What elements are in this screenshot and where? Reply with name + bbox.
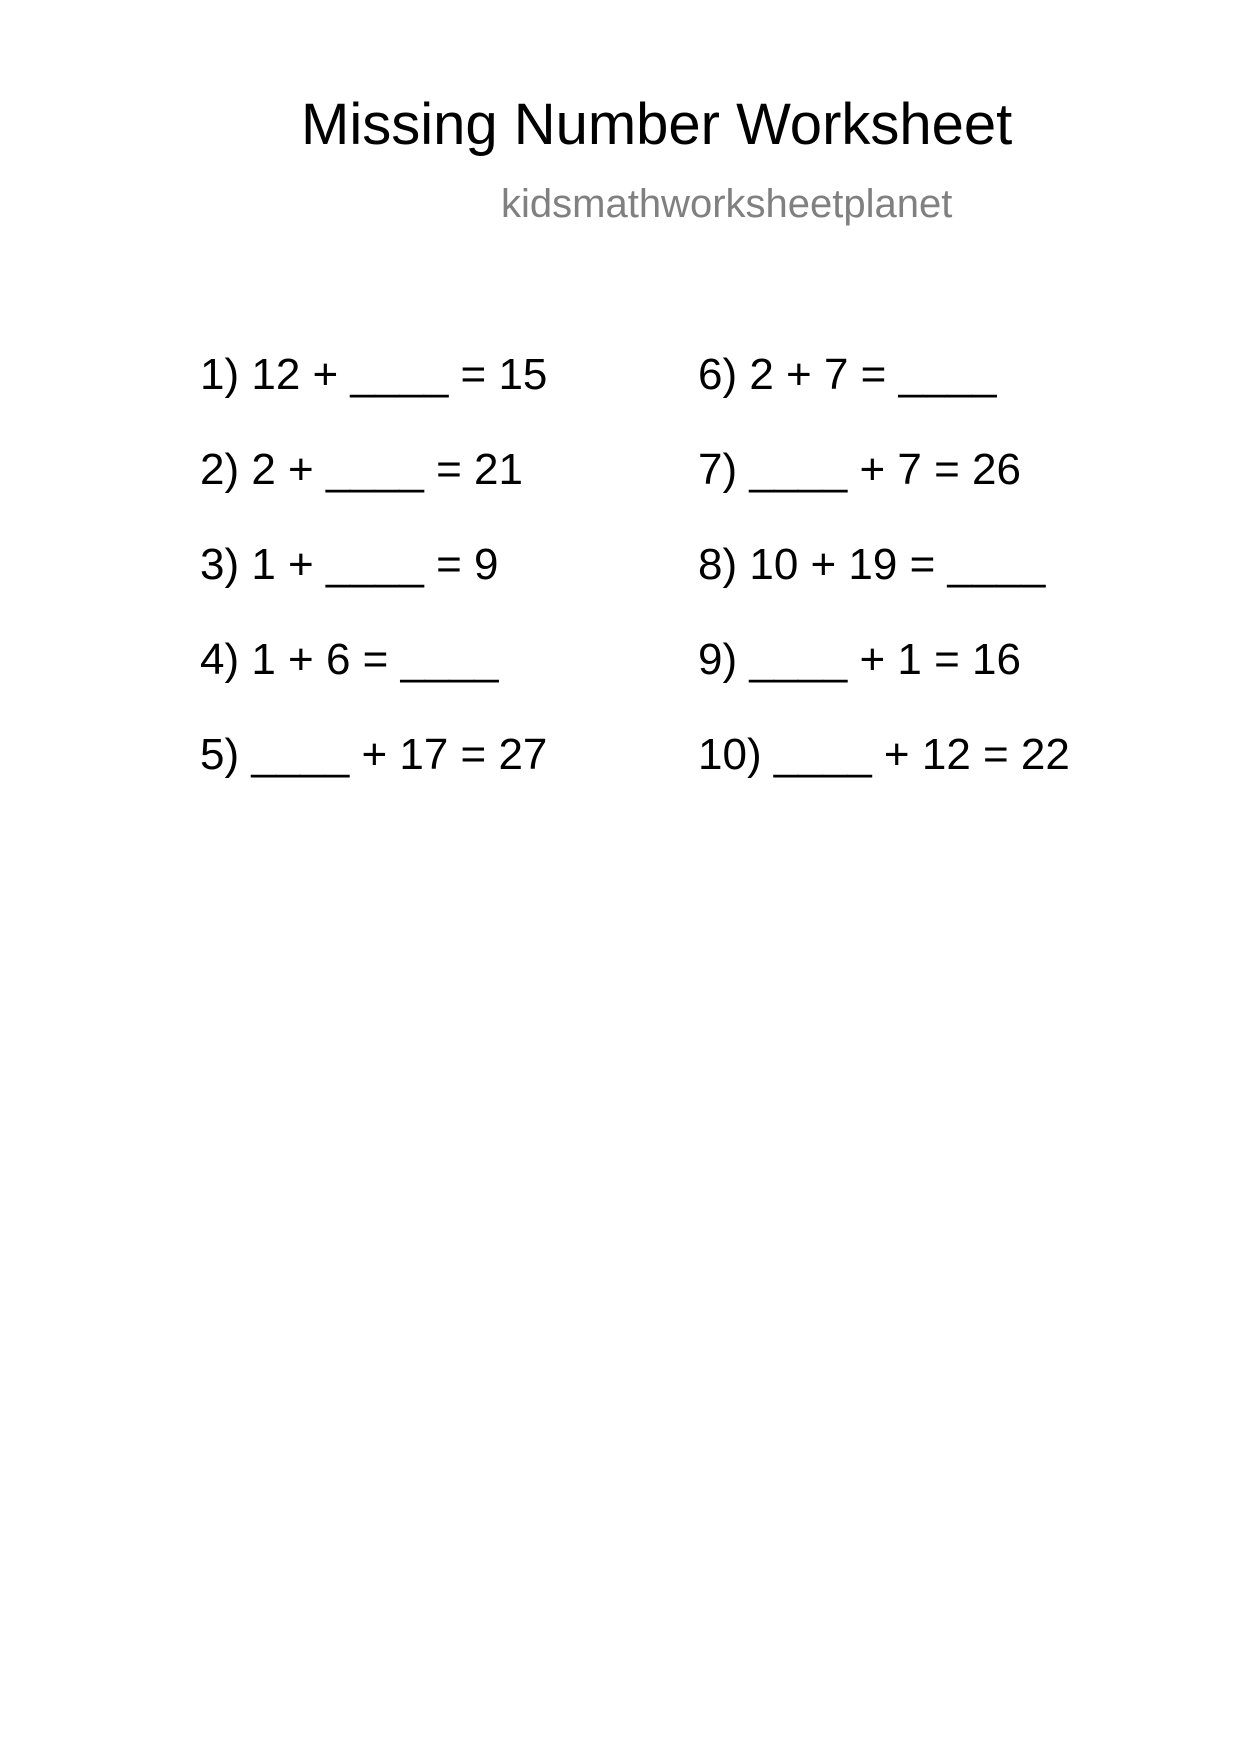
problem-10: 10) ____ + 12 = 22: [698, 730, 1070, 779]
problem-8: 8) 10 + 19 = ____: [698, 540, 1046, 589]
problem-4: 4) 1 + 6 = ____: [200, 635, 499, 684]
problem-9: 9) ____ + 1 = 16: [698, 635, 1021, 684]
worksheet-subtitle: kidsmathworksheetplanet: [501, 182, 953, 226]
problem-5: 5) ____ + 17 = 27: [200, 730, 548, 779]
problem-3: 3) 1 + ____ = 9: [200, 540, 499, 589]
worksheet-title: Missing Number Worksheet: [301, 92, 1013, 157]
problem-1: 1) 12 + ____ = 15: [200, 350, 548, 399]
problem-6: 6) 2 + 7 = ____: [698, 350, 997, 399]
problem-7: 7) ____ + 7 = 26: [698, 445, 1021, 494]
problem-2: 2) 2 + ____ = 21: [200, 445, 523, 494]
